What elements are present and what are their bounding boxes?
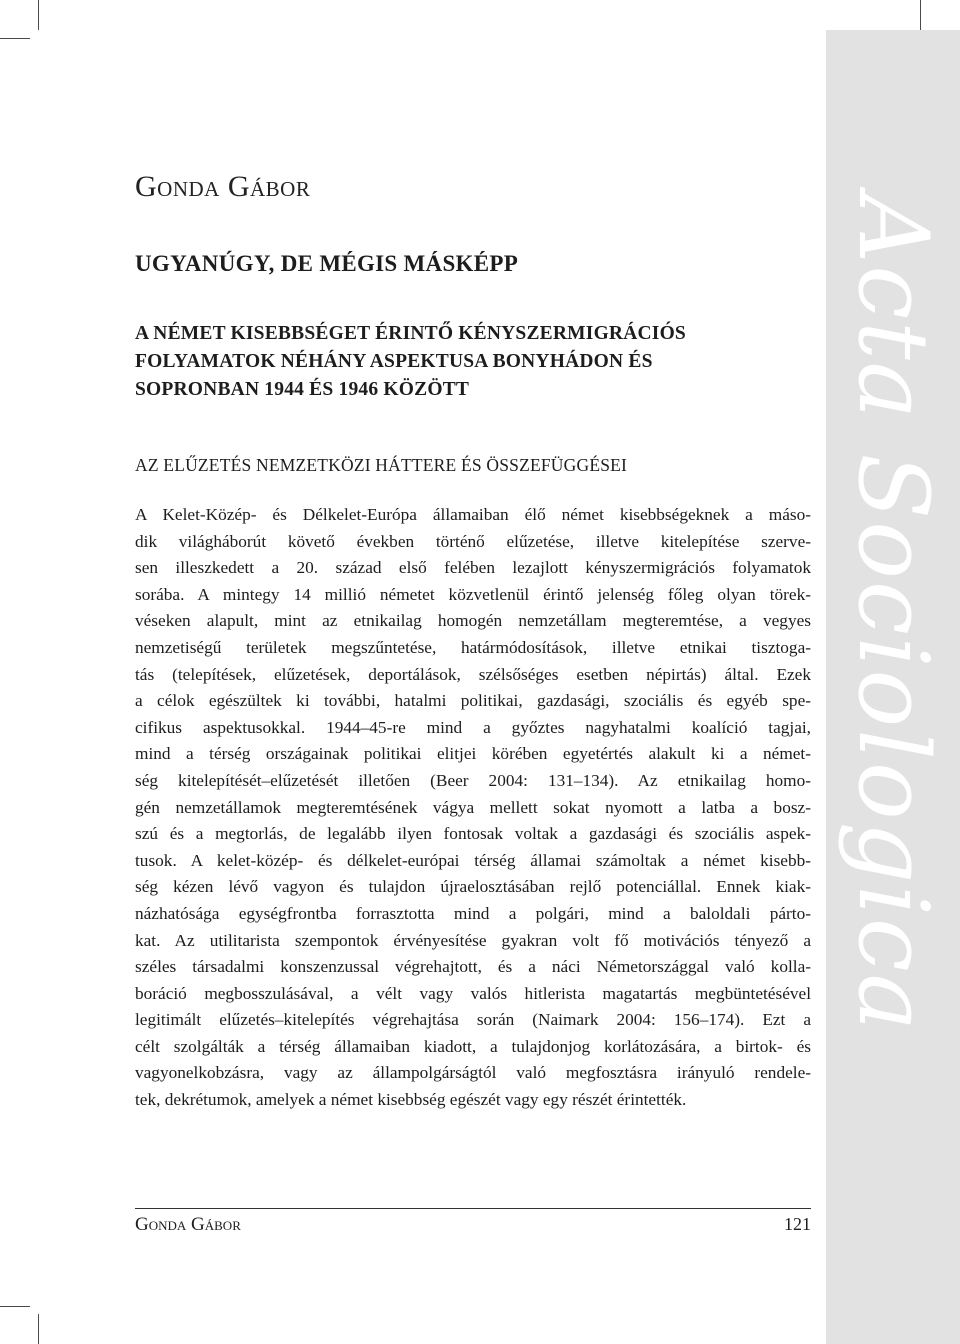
paragraph-line: dik világháborút követő években történő elűzetése, illetve kitelepítése szerve- bbox=[135, 531, 811, 551]
paragraph-line: nemzetiségű területek megszűntetése, határmódosítások, illetve etnikai tisztoga- bbox=[135, 637, 811, 657]
paragraph-line: tás (telepítések, elűzetések, deportálások, szélsőséges esetben népirtás) által. Ezek bbox=[135, 664, 811, 684]
footer-author: Gonda Gábor bbox=[135, 1214, 241, 1235]
paragraph-line: széles társadalmi konszenzussal végrehajtott, és a náci Németországgal való kolla- bbox=[135, 957, 811, 977]
paragraph-line: boráció megbosszulásával, a vélt vagy valós hitlerista magatartás megbüntetésével bbox=[135, 983, 811, 1003]
paragraph-line: ség kitelepítését–elűzetését illetően (Beer 2004: 131–134). Az etnikailag homo- bbox=[135, 770, 811, 790]
paragraph-line: cifikus aspektusokkal. 1944–45-re mind a győztes nagyhatalmi koalíció tagjai, bbox=[135, 717, 811, 737]
paragraph-line: véseken alapult, mint az etnikailag homogén nemzetállam megteremtése, a vegyes bbox=[135, 611, 811, 631]
crop-mark-top-left-h bbox=[0, 38, 30, 39]
paragraph-line: kat. Az utilitarista szempontok érvényesítése gyakran volt fő motivációs tényező a bbox=[135, 930, 811, 950]
article-title: UGYANÚGY, DE MÉGIS MÁSKÉPP bbox=[135, 251, 519, 276]
subtitle-line: SOPRONBAN 1944 ÉS 1946 KÖZÖTT bbox=[135, 379, 470, 400]
article-author: Gonda Gábor bbox=[135, 170, 311, 203]
crop-mark-bottom-left-v bbox=[38, 1314, 39, 1344]
journal-name-vertical: Acta Sociologica bbox=[837, 194, 949, 1033]
paragraph-line: mind a térség országainak politikai elitjei körében egyetértés alakult ki a német- bbox=[135, 744, 811, 764]
subtitle-line: FOLYAMATOK NÉHÁNY ASPEKTUSA BONYHÁDON ÉS bbox=[135, 351, 653, 372]
paragraph-line: A Kelet-Közép- és Délkelet-Európa államaiban élő német kisebbségeknek a máso- bbox=[135, 505, 811, 524]
paragraph-line: sorába. A mintegy 14 millió németet közvetlenül érintő jelenség főleg olyan törek- bbox=[135, 584, 811, 604]
crop-mark-top-right-v bbox=[920, 0, 921, 30]
crop-mark-bottom-left-h bbox=[0, 1306, 30, 1307]
paragraph-line: célt szolgálták a térség államaiban kiadott, a tulajdonjog korlátozására, a birtok- és bbox=[135, 1036, 811, 1056]
paragraph-line: tusok. A kelet-közép- és délkelet-európai térség államai számoltak a német kisebb- bbox=[135, 850, 811, 870]
paragraph-line: a célok egészültek ki további, hatalmi politikai, gazdasági, szociális és egyéb spe- bbox=[135, 691, 811, 711]
body-paragraph bbox=[135, 502, 811, 1114]
paragraph-line: gén nemzetállamok megteremtésének vágya mellett sokat nyomott a latba a bosz- bbox=[135, 797, 811, 817]
footer-divider bbox=[135, 1208, 811, 1209]
paragraph-line: sen illeszkedett a 20. század első felében lezajlott kényszermigrációs folyamatok bbox=[135, 558, 811, 578]
paragraph-line: vagyonelkobzásra, vagy az állampolgárságtól való megfosztásra irányuló rendele- bbox=[135, 1063, 811, 1083]
crop-mark-top-left-v bbox=[38, 0, 39, 30]
paragraph-line: legitimált elűzetés–kitelepítés végrehajtása során (Naimark 2004: 156–174). Ezt a bbox=[135, 1010, 811, 1030]
article-subtitle bbox=[135, 320, 815, 404]
paragraph-line: tek, dekrétumok, amelyek a német kisebbség egészét vagy egy részét érintették. bbox=[135, 1090, 687, 1110]
subtitle-line: A NÉMET KISEBBSÉGET ÉRINTŐ KÉNYSZERMIGRÁCIÓS bbox=[135, 323, 686, 344]
section-heading: AZ ELŰZETÉS NEMZETKÖZI HÁTTERE ÉS ÖSSZEFÜGGÉSEI bbox=[135, 455, 628, 475]
page-number: 121 bbox=[784, 1214, 811, 1234]
paragraph-line: názhatósága egységfrontba forrasztotta mind a polgári, mind a baloldali párto- bbox=[135, 903, 811, 923]
paragraph-line: ség kézen lévő vagyon és tulajdon újraelosztásában rejlő potenciállal. Ennek kiak- bbox=[135, 877, 811, 897]
paragraph-line: szú és a megtorlás, de legalább ilyen fontosak voltak a gazdasági és szociális aspek- bbox=[135, 824, 811, 844]
